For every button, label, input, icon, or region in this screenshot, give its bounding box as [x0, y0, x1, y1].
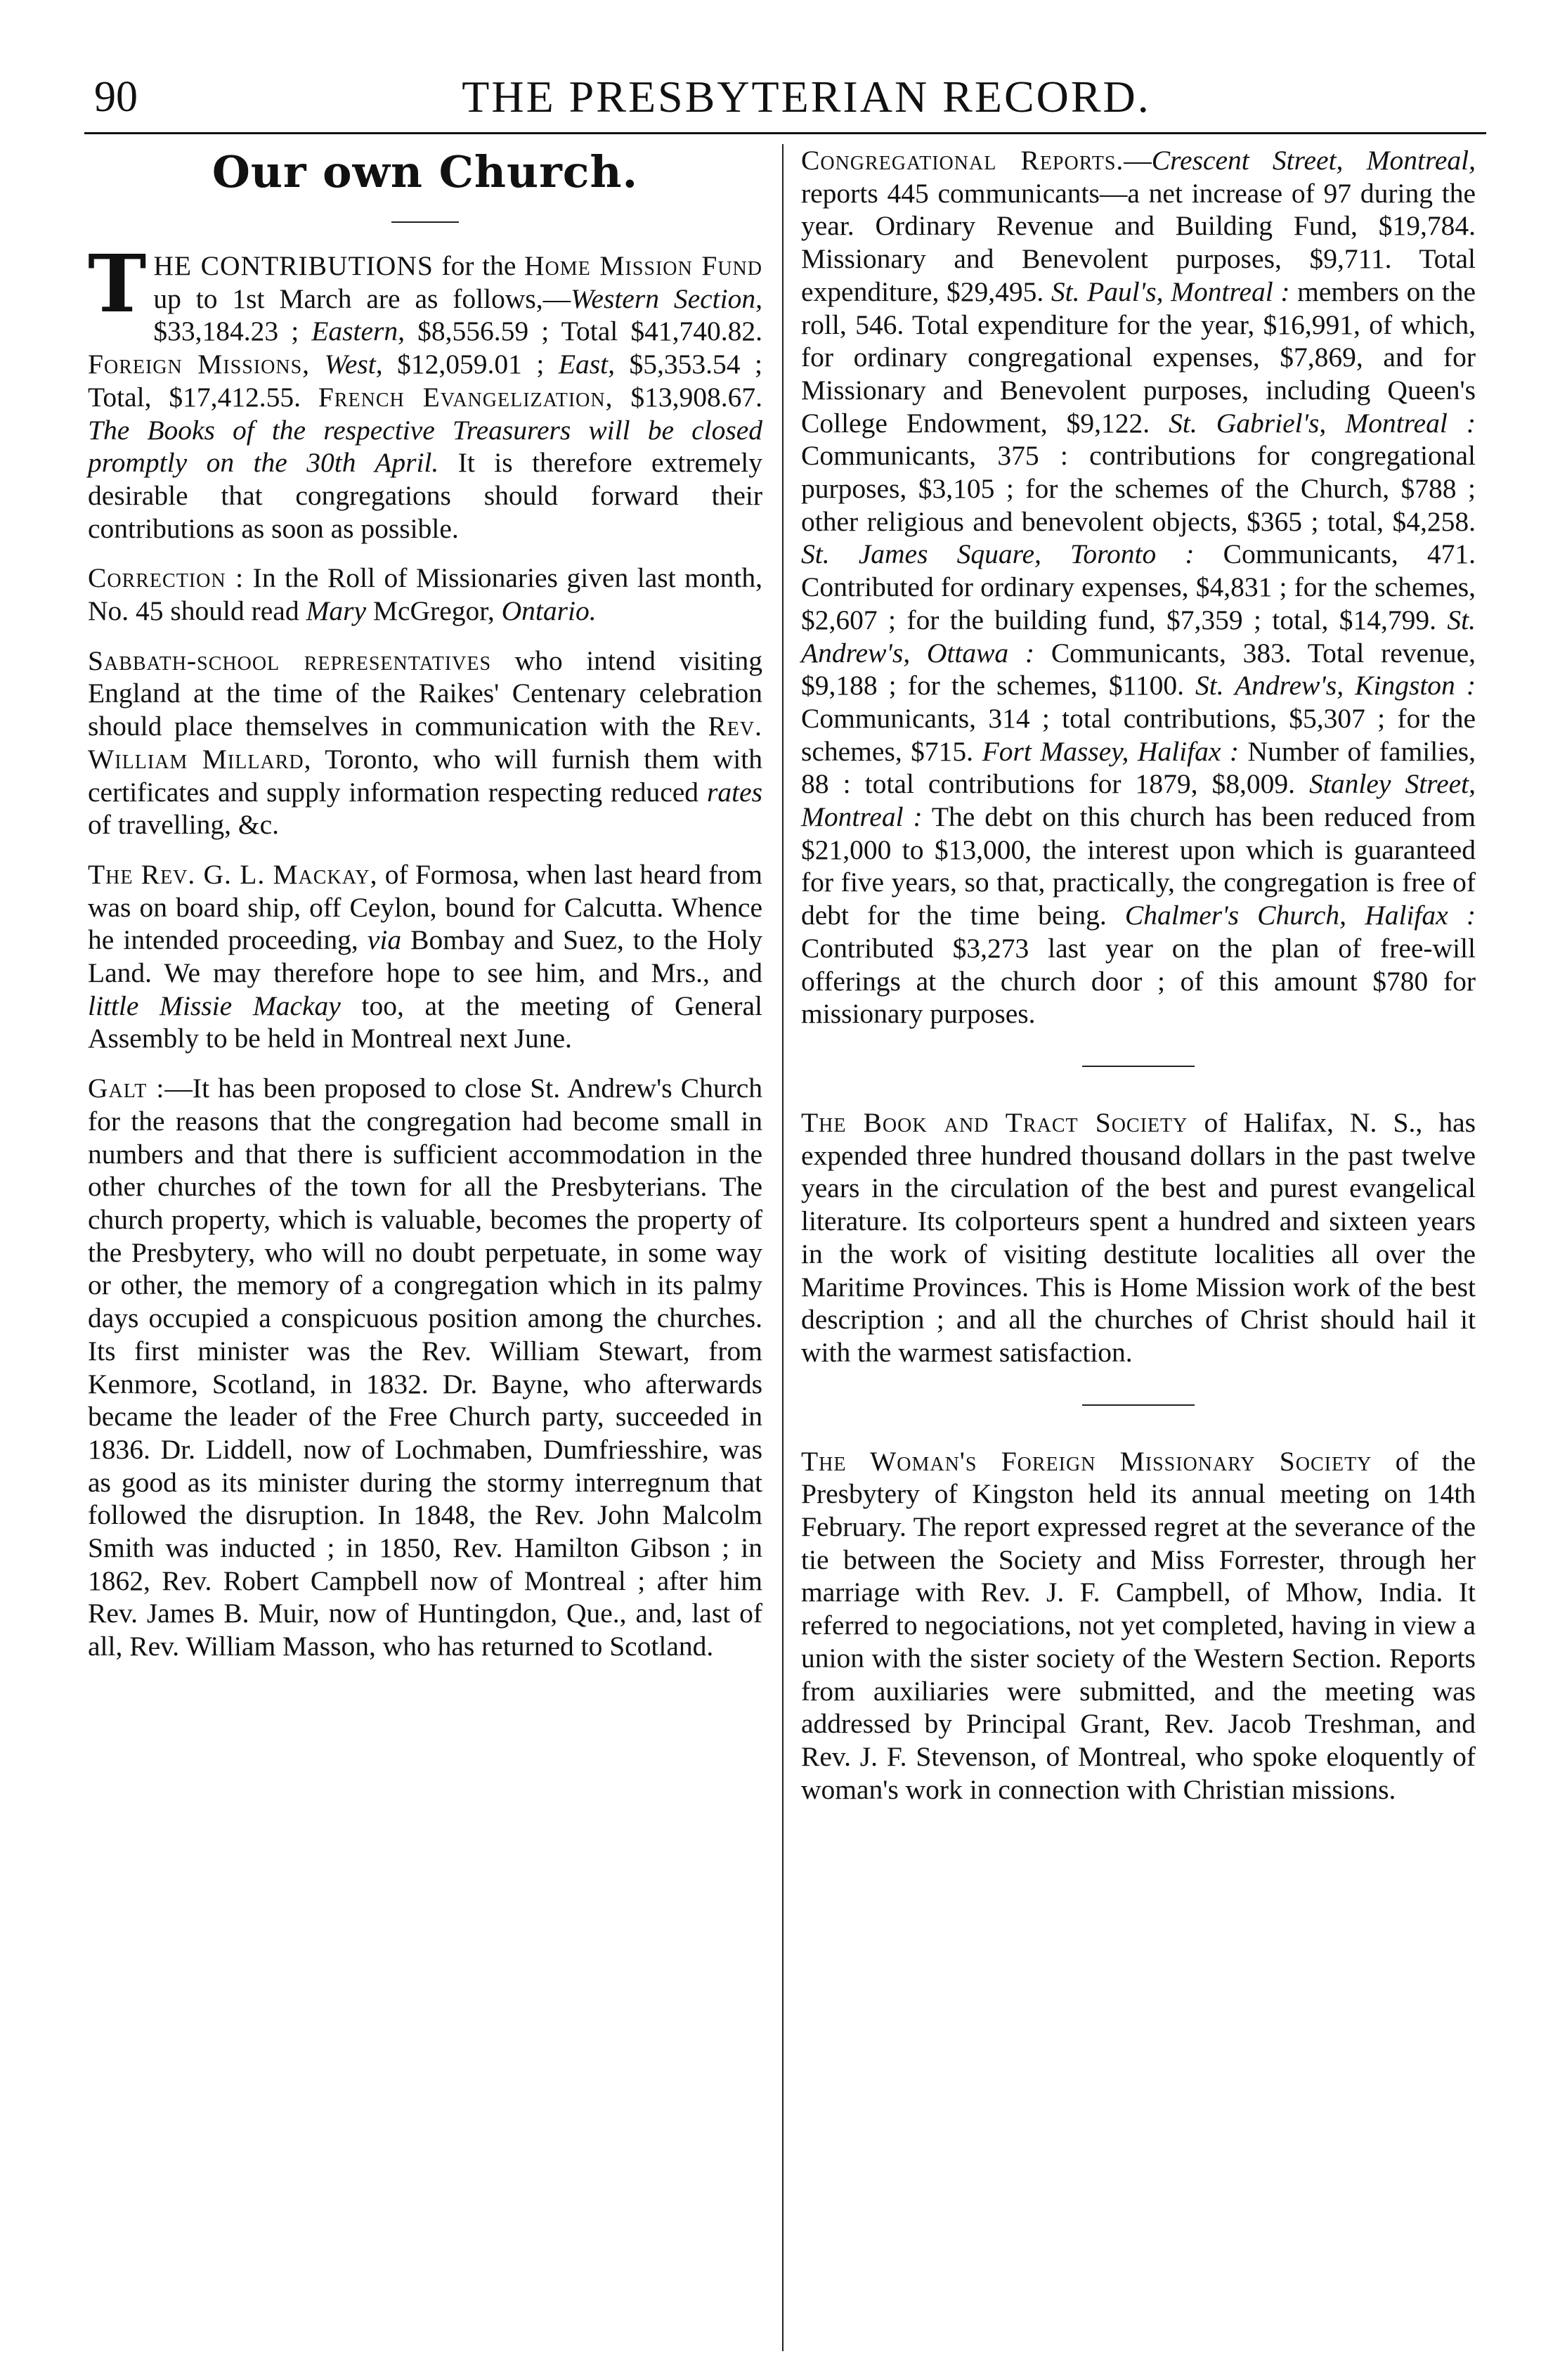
congregational-reports-paragraph: Congregational Reports.—Crescent Street, Montreal, reports 445 communicants—a net increase of 97 during the year. Ordinary Revenue and Building Fund, $19,784. Missionary and Benevolent purposes, $9,711. Total expenditure, $29,495. St. Paul's, Montreal : members on the roll, 546. Total expenditure for the year, $16,991, of which, for ordinary congregational expenses, $7,869, and for Missionary and Benevolent purposes, including Queen's College Endowment, $9,122. St. Gabriel's, Montreal : Communicants, 375 : contributions for congregational purposes, $3,105 ; for the schemes of the Church, $788 ; other religious and benevolent objects, $365 ; total, $4,258. St. James Square, Toronto : Communicants, 471. Contributed for ordinary expenses, $4,831 ; for the schemes, $2,607 ; for the building fund, $7,359 ; total, $14,799. St. Andrew's, Ottawa : Communicants, 383. Total revenue, $9,188 ; for the schemes, $1100. St. Andrew's, Kingston : Communicants, 314 ; total contributions, $5,307 ; for the schemes, $715. Fort Massey, Halifax : Number of families, 88 : total contributions for 1879, $8,009. Stanley Street, Montreal : The debt on this church has been reduced from $21,000 to $13,000, the interest upon which is guaranteed for five years, so that, practically, the congregation is free of debt for the time being. Chalmer's Church, Halifax : Contributed $3,273 last year on the plan of free-will offerings at the church door ; of this amount $780 for missionary purposes. — [801, 145, 1476, 1030]
home-mission-fund-paragraph: THE CONTRIBUTIONS for the Home Mission Fund up to 1st March are as follows,—Western Section, $33,184.23 ; Eastern, $8,556.59 ; Total $41,740.82. Foreign Missions, West, $12,059.01 ; East, $5,353.54 ; Total, $17,412.55. French Evangelization, $13,908.67. The Books of the respective Treasurers will be closed promptly on the 30th April. It is therefore extremely desirable that congregations should forward their contributions as soon as possible. — [88, 238, 762, 544]
section-rule — [1082, 1404, 1195, 1406]
book-tract-society-paragraph: The Book and Tract Society of Halifax, N. S., has expended three hundred thousand dollars in the past twelve years in the circulation of the best and purest evangelical literature. Its colporteurs spent a hundred and sixteen years in the work of visiting destitute localities all over the Maritime Provinces. This is Home Mission work of the best description ; and all the churches of Christ should hail it with the warmest satisfaction. — [801, 1106, 1476, 1368]
left-column — [88, 144, 762, 1680]
correction-paragraph: Correction : In the Roll of Missionaries given last month, No. 45 should read Mary McGregor, Ontario. — [88, 562, 763, 627]
section-rule — [1082, 1066, 1195, 1067]
page-number: 90 — [94, 73, 138, 121]
column-divider — [782, 144, 784, 2351]
running-title: THE PRESBYTERIAN RECORD. — [462, 72, 1151, 122]
womans-missionary-society-paragraph: The Woman's Foreign Missionary Society of the Presbytery of Kingston held its annual meeting on 14th February. The report expressed regret at the severance of the tie between the Society and Miss Forrester, through her marriage with Rev. J. F. Campbell, of Mhow, India. It referred to negociations, not yet completed, having in view a union with the sister society of the Western Section. Reports from auxiliaries were submitted, and the meeting was addressed by Principal Grant, Rev. Jacob Treshman, and Rev. J. F. Stevenson, of Montreal, who spoke eloquently of woman's work in connection with Christian missions. — [801, 1445, 1476, 1805]
heading-rule — [391, 221, 459, 223]
sabbath-school-paragraph: Sabbath-school representatives who intend visiting England at the time of the Raikes' Centenary celebration should place themselves in communication with the Rev. William Millard, Toronto, who will furnish them with certificates and supply information respecting reduced rates of travelling, &c. — [88, 645, 762, 841]
section-heading: Our own Church. — [212, 146, 639, 198]
galt-paragraph: Galt :—It has been proposed to close St. Andrew's Church for the reasons that the congregation had become small in numbers and that there is sufficient accommodation in the other churches of the town for all the Presbyterians. The church property, which is valuable, becomes the property of the Presbytery, who will no doubt perpetuate, in some way or other, the memory of a congregation which in its palmy days occupied a conspicuous position among the churches. Its first minister was the Rev. William Stewart, from Kenmore, Scotland, in 1832. Dr. Bayne, who afterwards became the leader of the Free Church party, succeeded in 1836. Dr. Liddell, now of Lochmaben, Dumfriesshire, was as good as its minister during the stormy interregnum that followed the disruption. In 1848, the Rev. John Malcolm Smith was inducted ; in 1850, Rev. Hamilton Gibson ; in 1862, Rev. Robert Campbell now of Montreal ; after him Rev. James B. Muir, now of Huntingdon, Que., and, last of all, Rev. William Masson, who has returned to Scotland. — [88, 1073, 763, 1662]
drop-cap: T — [88, 238, 147, 330]
running-header — [84, 62, 1486, 134]
right-column — [801, 144, 1476, 1823]
mackay-paragraph: The Rev. G. L. Mackay, of Formosa, when last heard from was on board ship, off Ceylon, bound for Calcutta. Whence he intended proceeding, via Bombay and Suez, to the Holy Land. We may therefore hope to see him, and Mrs., and little Missie Mackay too, at the meeting of General Assembly to be held in Montreal next June. — [88, 858, 762, 1054]
